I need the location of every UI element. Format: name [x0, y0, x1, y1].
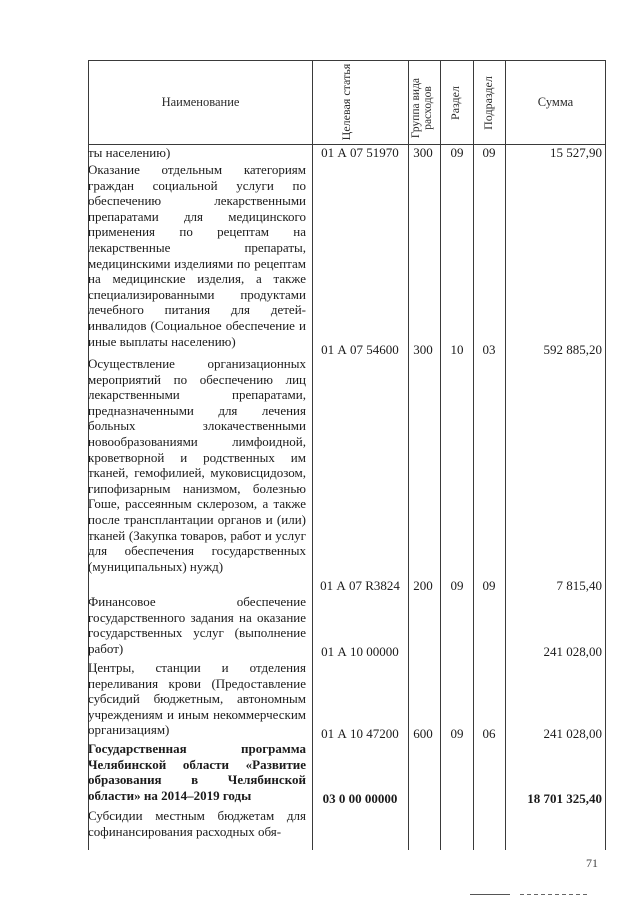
row-expense-group: 300 — [413, 342, 433, 357]
row-target-article: 03 0 00 00000 — [322, 791, 398, 806]
column-divider — [312, 60, 313, 850]
header-target-article: Целевая статья — [339, 63, 353, 141]
row-amount: 241 028,00 — [543, 644, 602, 659]
row-name: Финансовое обеспечение государственного задания на оказание государственных услуг (выполнение работ) — [88, 594, 306, 656]
row-subsection: 06 — [482, 726, 496, 741]
row-target-article: 01 А 10 47200 — [321, 726, 399, 741]
row-subsection: 09 — [482, 145, 496, 160]
row-amount: 7 815,40 — [556, 578, 602, 593]
page-number: 71 — [586, 856, 598, 870]
row-name: Центры, станции и отделения переливания крови (Предоставление субсидий бюджетным, автономным учреждениям и иным некоммерческим организациям) — [88, 660, 306, 738]
column-divider — [440, 60, 441, 850]
header-amount: Сумма — [537, 95, 574, 109]
row-amount: 241 028,00 — [543, 726, 602, 741]
header-section: Раздел — [448, 86, 462, 120]
row-target-article: 01 А 07 51970 — [321, 145, 399, 160]
footer-rule — [470, 894, 510, 895]
row-name: Субсидии местным бюджетам для софинансирования расходных обя- — [88, 808, 306, 839]
row-name: Оказание отдельным категориям граждан социальной услуги по обеспечению лекарственными препаратами для медицинского применения по рецептам на лекарственные препараты, медицинскими изделиями по рецептам на медицинские изделия, а также специализированными продуктами лечебного питания для детей-инвалидов (Социальное обеспечение и иные выплаты населению) — [88, 162, 306, 349]
column-divider — [505, 60, 506, 850]
row-target-article: 01 А 07 R3824 — [320, 578, 400, 593]
row-subsection: 03 — [482, 342, 496, 357]
row-amount: 592 885,20 — [543, 342, 602, 357]
row-section: 09 — [450, 578, 464, 593]
footer-rule — [520, 894, 590, 895]
header-name: Наименование — [161, 95, 240, 109]
row-expense-group: 300 — [413, 145, 433, 160]
row-section: 10 — [450, 342, 464, 357]
header-subsection: Подраздел — [481, 76, 495, 130]
row-name: ты населению) — [88, 145, 171, 160]
row-name: Осуществление организационных мероприятий по обеспечению лиц лекарственными препаратами, предназначенными для лечения больных злокачественными новообразованиями лимфоидной, кроветворной и родственных им тканей, гемофилией, муковисцидозом, гипофизарным нанизмом, болезнью Гоше, рассеянным склерозом, а также после трансплантации органов и (или) тканей (Закупка товаров, работ и услуг для обеспечения государственных (муниципальных) нужд) — [88, 356, 306, 574]
table-right-border — [605, 60, 606, 850]
row-expense-group: 200 — [413, 578, 433, 593]
row-target-article: 01 А 10 00000 — [321, 644, 399, 659]
row-subsection: 09 — [482, 578, 496, 593]
row-amount: 18 701 325,40 — [527, 791, 602, 806]
header-expense-group: Группа вида расходов — [410, 77, 434, 139]
row-section: 09 — [450, 726, 464, 741]
row-amount: 15 527,90 — [550, 145, 602, 160]
row-target-article: 01 А 07 54600 — [321, 342, 399, 357]
row-name: Государственная программа Челябинской области «Развитие образования в Челябинской области» на 2014–2019 годы — [88, 741, 306, 803]
row-expense-group: 600 — [413, 726, 433, 741]
row-section: 09 — [450, 145, 464, 160]
